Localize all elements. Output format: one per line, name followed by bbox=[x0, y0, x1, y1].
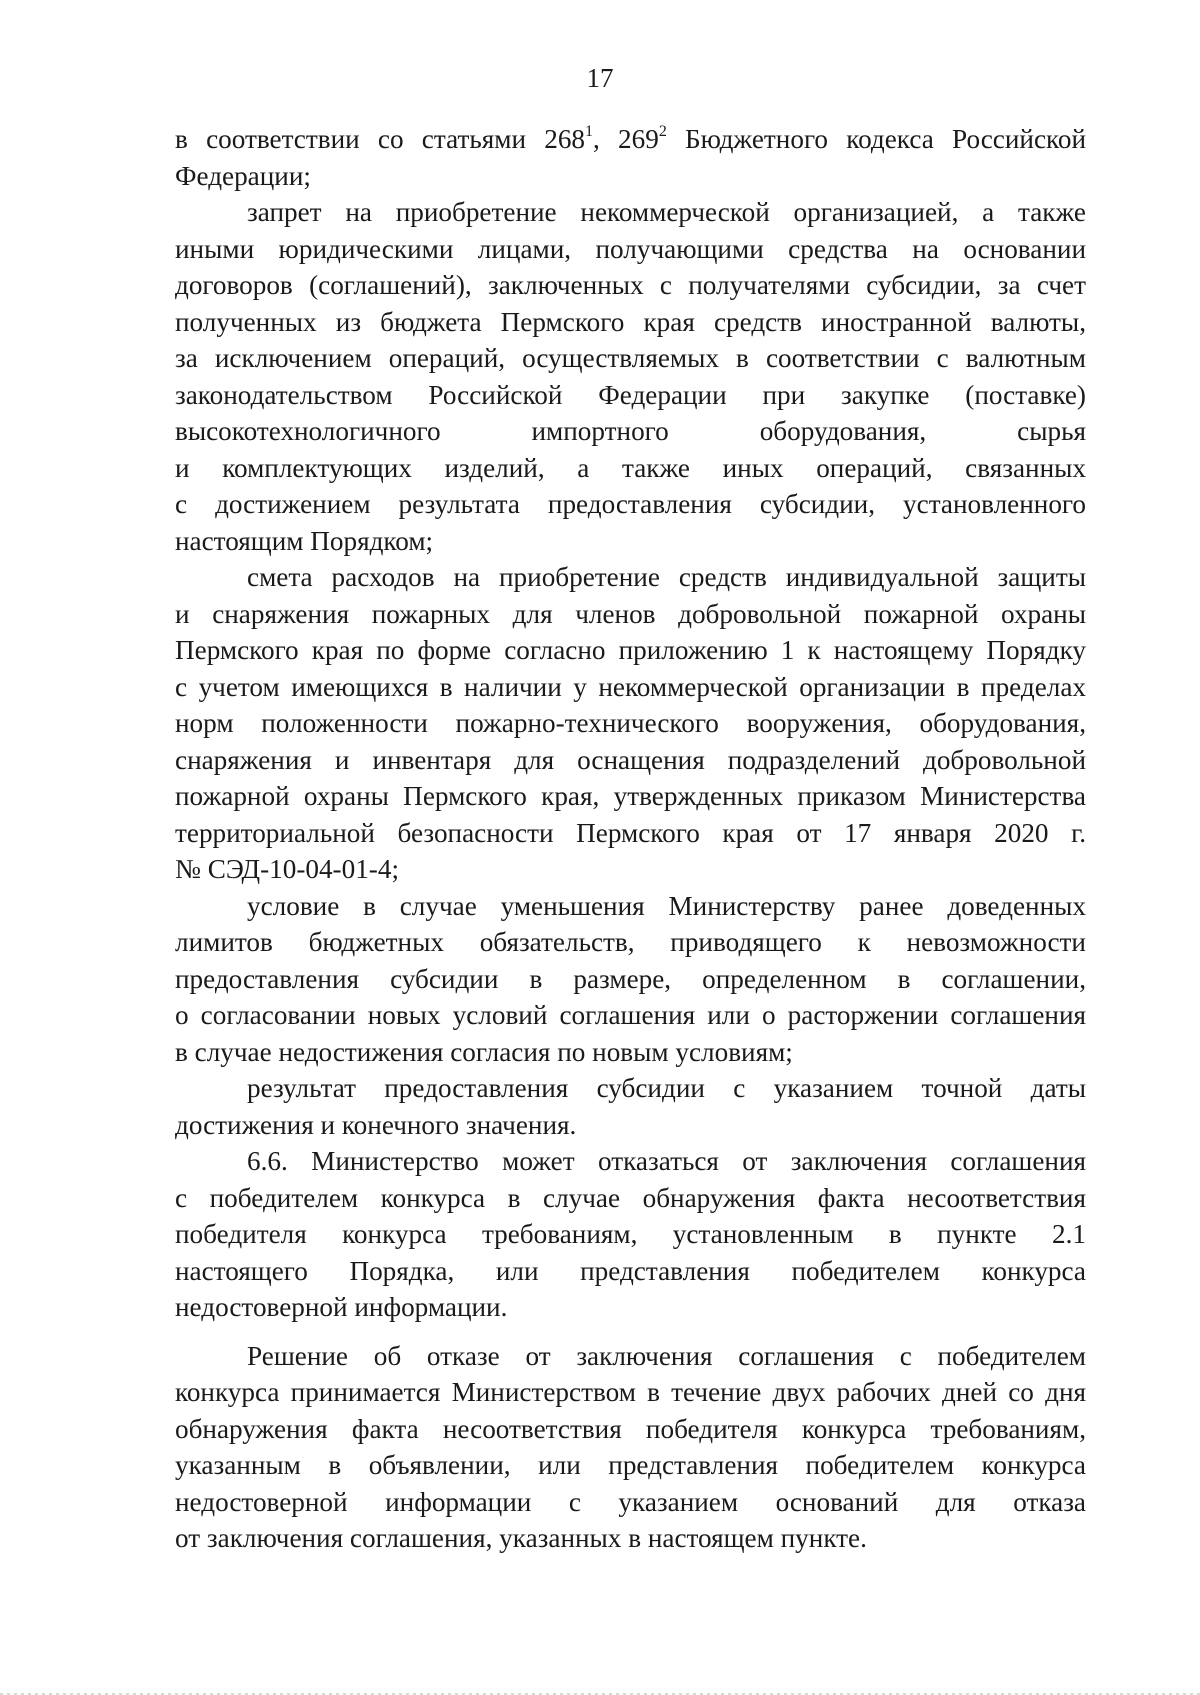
paragraph-line: высокотехнологичного импортного оборудования, сырья bbox=[175, 416, 1086, 446]
paragraph-line: иными юридическими лицами, получающими средства на основании bbox=[175, 233, 1086, 264]
paragraph-7 bbox=[175, 1338, 1086, 1557]
paragraph-line: пожарной охраны Пермского края, утвержденных приказом Министерства bbox=[175, 781, 1086, 811]
superscript: 2 bbox=[658, 122, 667, 140]
paragraph-line: 6.6. Министерство может отказаться от заключения соглашения bbox=[247, 1146, 1086, 1176]
paragraph-1-line-2: Федерации; bbox=[175, 160, 311, 191]
paragraph-line: № СЭД-10-04-01-4; bbox=[175, 854, 400, 884]
paragraph-line: указанным в объявлении, или представления победителем конкурса bbox=[175, 1450, 1086, 1480]
paragraph-line: норм положенности пожарно-технического вооружения, оборудования, bbox=[175, 708, 1086, 738]
paragraph-line: Решение об отказе от заключения соглашения с победителем bbox=[247, 1340, 1086, 1371]
paragraph-line: и снаряжения пожарных для членов добровольной пожарной охраны bbox=[175, 598, 1086, 629]
paragraph-line: полученных из бюджета Пермского края средств иностранной валюты, bbox=[175, 306, 1086, 337]
paragraph-line: договоров (соглашений), заключенных с получателями субсидии, за счет bbox=[175, 270, 1086, 300]
paragraph-2 bbox=[175, 194, 1086, 559]
paragraph-line: предоставления субсидии в размере, определенном в соглашении, bbox=[175, 963, 1086, 994]
paragraph-line: недостоверной информации с указанием оснований для отказа bbox=[175, 1486, 1086, 1517]
text-fragment: в соответствии со статьями 268 bbox=[175, 124, 586, 154]
paragraph-line: обнаружения факта несоответствия победителя конкурса требованиям, bbox=[175, 1413, 1086, 1444]
paragraph-line: и комплектующих изделий, а также иных операций, связанных bbox=[175, 452, 1086, 483]
paragraph-line: законодательством Российской Федерации при закупке (поставке) bbox=[175, 379, 1086, 410]
paragraph-line: с победителем конкурса в случае обнаружения факта несоответствия bbox=[175, 1182, 1086, 1213]
paragraph-line: в случае недостижения согласия по новым условиям; bbox=[175, 1036, 793, 1067]
text-fragment: Бюджетного кодекса Российской bbox=[666, 124, 1086, 154]
paragraph-1-line-1 bbox=[175, 121, 1086, 158]
text-fragment: , 269 bbox=[593, 124, 659, 154]
paragraph-line: снаряжения и инвентаря для оснащения подразделений добровольной bbox=[175, 744, 1086, 775]
paragraph-line: условие в случае уменьшения Министерству ранее доведенных bbox=[247, 890, 1086, 921]
paragraph-line: достижения и конечного значения. bbox=[175, 1109, 577, 1140]
paragraph-line: за исключением операций, осуществляемых в соответствии с валютным bbox=[175, 343, 1086, 373]
page-number: 17 bbox=[586, 63, 614, 93]
paragraph-line: от заключения соглашения, указанных в настоящем пункте. bbox=[175, 1523, 867, 1553]
paragraph-line: недостоверной информации. bbox=[175, 1292, 508, 1322]
paragraph-line: Пермского края по форме согласно приложению 1 к настоящему Порядку bbox=[175, 635, 1086, 665]
paragraph-line: с достижением результата предоставления субсидии, установленного bbox=[175, 489, 1086, 519]
paragraph-1 bbox=[175, 121, 1086, 194]
document-body bbox=[175, 121, 1086, 1557]
paragraph-line: лимитов бюджетных обязательств, приводящего к невозможности bbox=[175, 927, 1086, 957]
paragraph-line: территориальной безопасности Пермского края от 17 января 2020 г. bbox=[175, 817, 1086, 848]
paragraph-3 bbox=[175, 559, 1086, 888]
superscript: 1 bbox=[585, 122, 594, 140]
paragraph-line: с учетом имеющихся в наличии у некоммерческой организации в пределах bbox=[175, 671, 1086, 702]
paragraph-line: настоящим Порядком; bbox=[175, 525, 434, 556]
paragraph-6 bbox=[175, 1143, 1086, 1326]
paragraph-line: победителя конкурса требованиям, установленным в пункте 2.1 bbox=[175, 1219, 1086, 1249]
paragraph-line: настоящего Порядка, или представления победителем конкурса bbox=[175, 1255, 1086, 1286]
paragraph-line: результат предоставления субсидии с указанием точной даты bbox=[247, 1073, 1086, 1103]
paragraph-line: запрет на приобретение некоммерческой организацией, а также bbox=[247, 197, 1086, 227]
paragraph-5 bbox=[175, 1070, 1086, 1143]
paragraph-line: смета расходов на приобретение средств индивидуальной защиты bbox=[247, 562, 1086, 592]
paragraph-line: о согласовании новых условий соглашения или о расторжении соглашения bbox=[175, 1000, 1086, 1030]
paragraph-line: конкурса принимается Министерством в течение двух рабочих дней со дня bbox=[175, 1377, 1086, 1407]
paragraph-4 bbox=[175, 888, 1086, 1071]
